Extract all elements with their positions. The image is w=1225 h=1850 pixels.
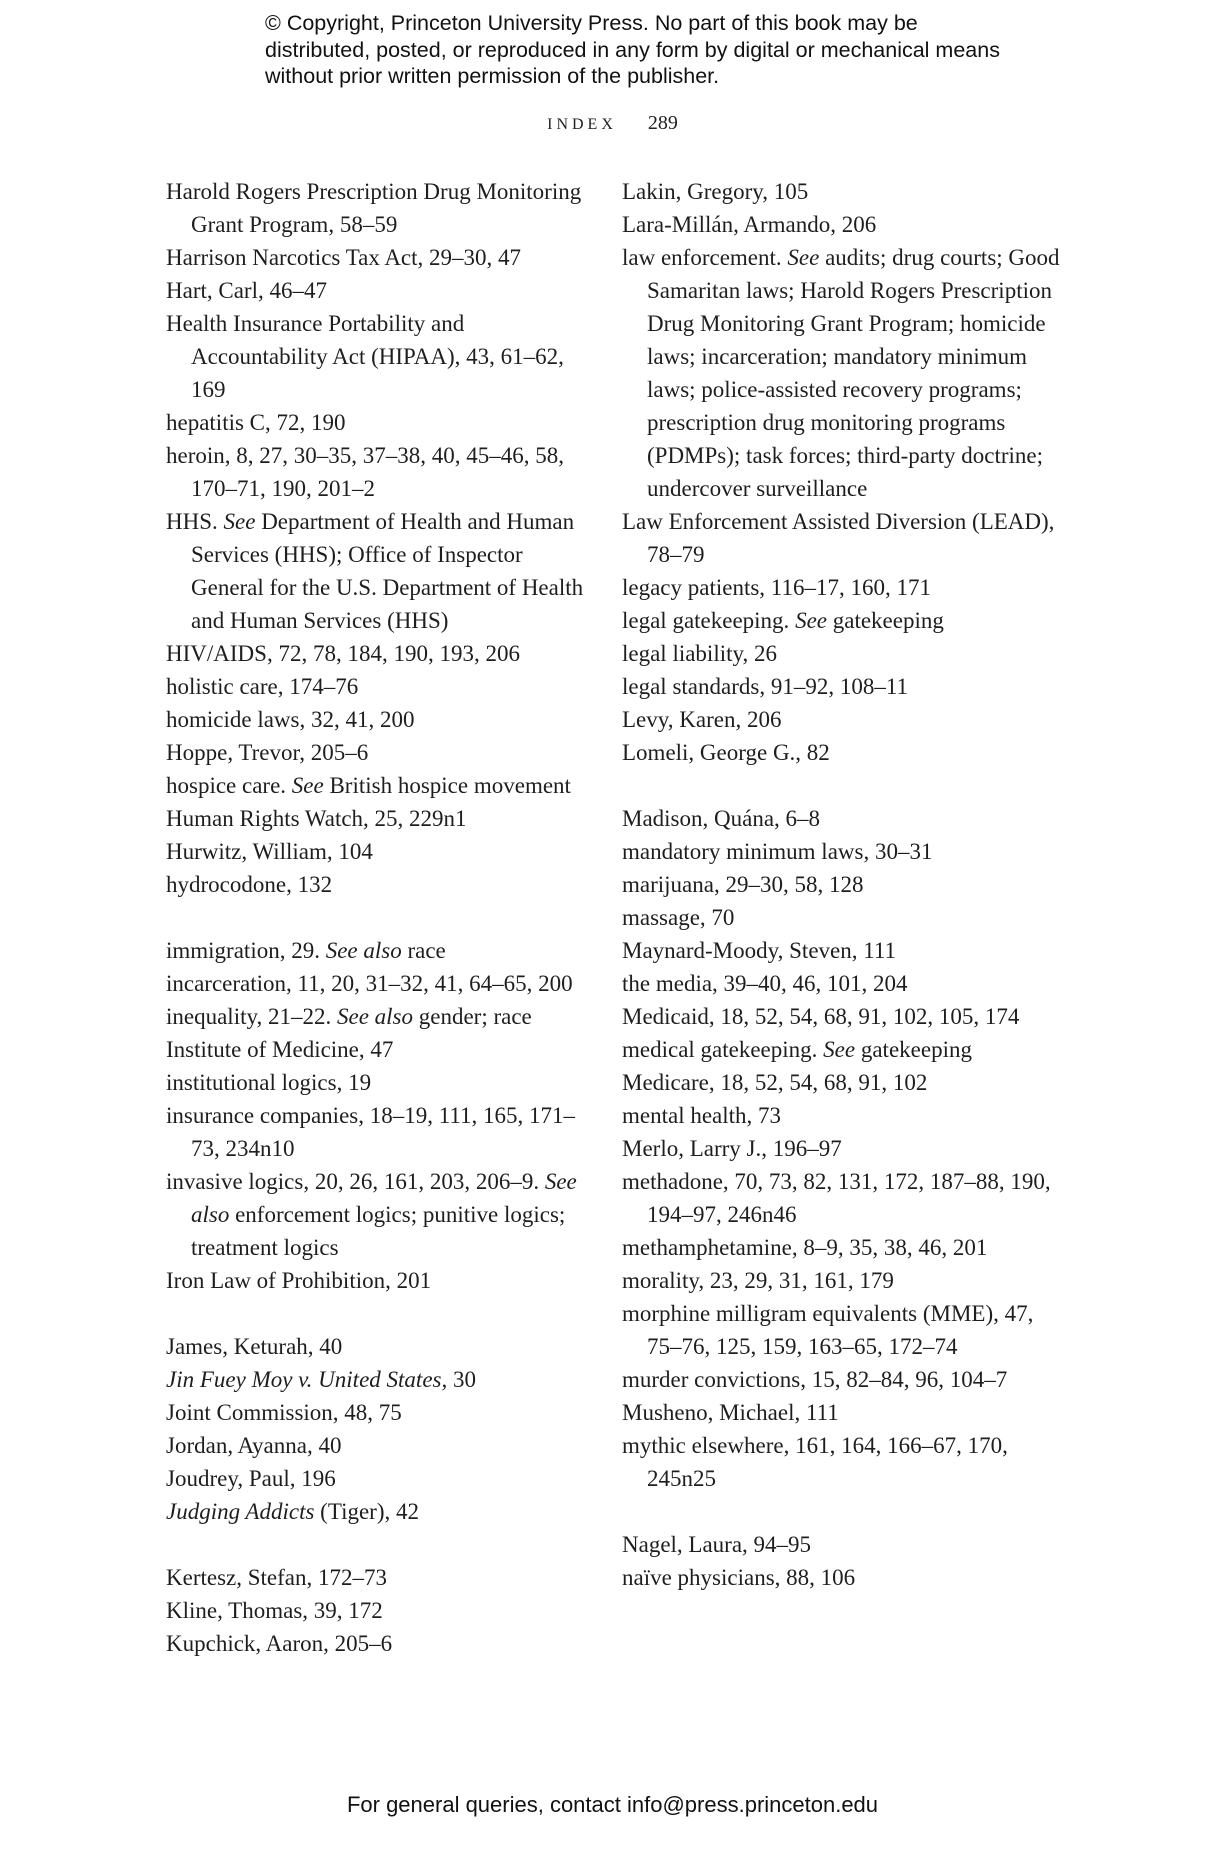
index-entry — [166, 1033, 596, 1066]
index-entry-text: murder convictions, 15, 82–84, 96, 104–7 — [622, 1367, 1008, 1392]
index-entry — [622, 1033, 1072, 1066]
index-entry-text: mythic elsewhere, 161, 164, 166–67, 170, 245n25 — [622, 1433, 1008, 1491]
index-entry-text: Maynard-Moody, Steven, 111 — [622, 938, 897, 963]
index-entry — [622, 1264, 1072, 1297]
index-entry-text: Levy, Karen, 206 — [622, 707, 782, 732]
index-entry-text: legal standards, 91–92, 108–11 — [622, 674, 908, 699]
index-entry-text: naïve physicians, 88, 106 — [622, 1565, 856, 1590]
index-entry — [166, 1066, 596, 1099]
index-entry-text: hepatitis C, 72, 190 — [166, 410, 346, 435]
index-entry — [622, 571, 1072, 604]
index-entry-text: inequality, 21–22. — [166, 1004, 337, 1029]
index-entry — [166, 505, 596, 637]
index-entry-text: legal liability, 26 — [622, 641, 778, 666]
index-entry-italic-text: See — [223, 509, 256, 534]
index-entry-text: mental health, 73 — [622, 1103, 782, 1128]
index-entry — [622, 604, 1072, 637]
index-entry-text: HHS. — [166, 509, 224, 534]
index-entry — [166, 703, 596, 736]
letter-group-gap — [166, 1297, 596, 1330]
index-entry-text: institutional logics, 19 — [166, 1070, 372, 1095]
index-entry — [622, 1165, 1072, 1231]
index-entry-italic-text: See also — [325, 938, 402, 963]
index-entry — [166, 307, 596, 406]
index-entry-text: Kertesz, Stefan, 172–73 — [166, 1565, 387, 1590]
index-entry — [166, 1264, 596, 1297]
index-entry — [166, 1330, 596, 1363]
index-entry-text: Kline, Thomas, 39, 172 — [166, 1598, 383, 1623]
index-entry — [166, 967, 596, 1000]
index-entry — [622, 868, 1072, 901]
index-entry-text: Medicare, 18, 52, 54, 68, 91, 102 — [622, 1070, 928, 1095]
index-entry — [166, 1396, 596, 1429]
index-entry-text: Hoppe, Trevor, 205–6 — [166, 740, 369, 765]
index-column-right — [622, 175, 1072, 1594]
section-label: INDEX — [547, 116, 617, 133]
index-entry — [166, 868, 596, 901]
index-entry-text: law enforcement. — [622, 245, 788, 270]
index-entry — [622, 670, 1072, 703]
index-entry-italic-text: See — [787, 245, 820, 270]
index-entry-text: invasive logics, 20, 26, 161, 203, 206–9. — [166, 1169, 545, 1194]
index-entry — [166, 1561, 596, 1594]
index-entry-text: Hurwitz, William, 104 — [166, 839, 373, 864]
index-entry-text: massage, 70 — [622, 905, 735, 930]
index-entry-text: Lara-Millán, Armando, 206 — [622, 212, 877, 237]
index-entry — [622, 1066, 1072, 1099]
index-entry-text: Lakin, Gregory, 105 — [622, 179, 809, 204]
index-entry — [166, 439, 596, 505]
index-entry — [622, 901, 1072, 934]
index-entry — [622, 1000, 1072, 1033]
index-entry-italic-text: See — [291, 773, 324, 798]
index-entry-text: Law Enforcement Assisted Diversion (LEAD), 78–79 — [622, 509, 1055, 567]
index-entry-text: morality, 23, 29, 31, 161, 179 — [622, 1268, 894, 1293]
index-entry — [622, 835, 1072, 868]
index-entry-text: audits; drug courts; Good Samaritan laws; Harold Rogers Prescription Drug Monitoring Grant Program; homicide laws; incarceration; mandatory minimum laws; police-assisted recovery programs; prescription drug monitoring programs (PDMPs); task forces; third-party doctrine; undercover surveillance — [647, 245, 1060, 501]
index-entry — [622, 736, 1072, 769]
index-entry — [166, 1363, 596, 1396]
index-entry — [166, 1495, 596, 1528]
index-entry — [166, 637, 596, 670]
copyright-notice: © Copyright, Princeton University Press. No part of this book may be distributed, posted, or reproduced in any form by digital or mechanical means without prior written permission of the publisher. — [265, 11, 1000, 88]
index-entry — [166, 736, 596, 769]
index-entry-text: gender; race — [413, 1004, 532, 1029]
letter-group-gap — [622, 1495, 1072, 1528]
index-entry-text: Hart, Carl, 46–47 — [166, 278, 327, 303]
index-entry-text: Kupchick, Aaron, 205–6 — [166, 1631, 393, 1656]
index-entry-text: Jordan, Ayanna, 40 — [166, 1433, 342, 1458]
index-entry-text: British hospice movement — [323, 773, 571, 798]
index-entry-text: immigration, 29. — [166, 938, 326, 963]
index-entry-text: hydrocodone, 132 — [166, 872, 333, 897]
index-entry — [166, 406, 596, 439]
footer-contact: For general queries, contact info@press.princeton.edu — [346, 1792, 879, 1817]
index-entry — [622, 1561, 1072, 1594]
index-entry — [622, 1363, 1072, 1396]
index-entry — [622, 1099, 1072, 1132]
index-entry-text: insurance companies, 18–19, 111, 165, 171–73, 234n10 — [166, 1103, 576, 1161]
index-entry — [622, 802, 1072, 835]
index-entry-text: HIV/AIDS, 72, 78, 184, 190, 193, 206 — [166, 641, 520, 666]
index-entry-text: Nagel, Laura, 94–95 — [622, 1532, 812, 1557]
index-entry — [166, 1165, 596, 1264]
index-entry-text: the media, 39–40, 46, 101, 204 — [622, 971, 908, 996]
index-entry-text: legal gatekeeping. — [622, 608, 796, 633]
index-entry-text: gatekeeping — [855, 1037, 972, 1062]
index-entry — [622, 1297, 1072, 1363]
index-entry-text: Health Insurance Portability and Accountability Act (HIPAA), 43, 61–62, 169 — [166, 311, 564, 402]
index-entry-text: Institute of Medicine, 47 — [166, 1037, 394, 1062]
index-entry-italic-text: See — [795, 608, 827, 633]
index-entry — [166, 274, 596, 307]
index-entry-text: James, Keturah, 40 — [166, 1334, 343, 1359]
index-entry-italic-text: See also — [191, 1169, 577, 1227]
index-entry — [166, 1429, 596, 1462]
index-entry — [166, 670, 596, 703]
letter-group-gap — [166, 901, 596, 934]
index-entry-text: holistic care, 174–76 — [166, 674, 359, 699]
index-entry-italic-text: See — [823, 1037, 856, 1062]
index-entry — [166, 835, 596, 868]
index-entry — [166, 1000, 596, 1033]
index-entry — [622, 208, 1072, 241]
index-entry — [166, 241, 596, 274]
index-entry-text: legacy patients, 116–17, 160, 171 — [622, 575, 931, 600]
index-entry — [166, 1594, 596, 1627]
index-entry — [622, 1396, 1072, 1429]
index-entry-text: marijuana, 29–30, 58, 128 — [622, 872, 864, 897]
index-entry-text: methadone, 70, 73, 82, 131, 172, 187–88, 190, 194–97, 246n46 — [622, 1169, 1051, 1227]
index-entry — [622, 967, 1072, 1000]
index-entry-italic-text: See also — [336, 1004, 413, 1029]
index-entry-text: Medicaid, 18, 52, 54, 68, 91, 102, 105, 174 — [622, 1004, 1020, 1029]
page-number: 289 — [647, 112, 678, 134]
index-entry — [622, 1429, 1072, 1495]
index-entry — [166, 175, 596, 241]
index-entry — [166, 802, 596, 835]
letter-group-gap — [166, 1528, 596, 1561]
index-entry-text: homicide laws, 32, 41, 200 — [166, 707, 415, 732]
index-entry-text: Musheno, Michael, 111 — [622, 1400, 839, 1425]
index-entry-text: Joint Commission, 48, 75 — [166, 1400, 402, 1425]
running-head — [0, 112, 1225, 135]
index-entry — [622, 505, 1072, 571]
index-entry — [622, 1132, 1072, 1165]
index-entry — [622, 175, 1072, 208]
index-entry — [166, 934, 596, 967]
index-entry-text: hospice care. — [166, 773, 292, 798]
index-entry — [622, 703, 1072, 736]
index-entry-text: mandatory minimum laws, 30–31 — [622, 839, 933, 864]
index-entry-text: heroin, 8, 27, 30–35, 37–38, 40, 45–46, 58, 170–71, 190, 201–2 — [166, 443, 565, 501]
index-entry — [166, 1627, 596, 1660]
index-entry-text: 30 — [447, 1367, 476, 1392]
index-entry-text: morphine milligram equivalents (MME), 47, 75–76, 125, 159, 163–65, 172–74 — [622, 1301, 1034, 1359]
index-entry-text: enforcement logics; punitive logics; treatment logics — [191, 1202, 566, 1260]
index-entry-text: Department of Health and Human Services (HHS); Office of Inspector General for the U.S. Department of Health and Human Services (HHS) — [191, 509, 584, 633]
index-entry-italic-text: Jin Fuey Moy v. United States, — [166, 1367, 448, 1392]
index-entry-text: Iron Law of Prohibition, 201 — [166, 1268, 432, 1293]
index-entry-text: Madison, Quána, 6–8 — [622, 806, 821, 831]
index-entry — [166, 1462, 596, 1495]
index-entry-text: gatekeeping — [826, 608, 944, 633]
index-entry-text: (Tiger), 42 — [314, 1499, 419, 1524]
index-entry — [622, 637, 1072, 670]
index-entry-text: Merlo, Larry J., 196–97 — [622, 1136, 842, 1161]
index-entry-text: Harold Rogers Prescription Drug Monitoring Grant Program, 58–59 — [166, 179, 582, 237]
index-entry — [622, 1528, 1072, 1561]
index-entry — [166, 1099, 596, 1165]
index-entry — [622, 241, 1072, 505]
index-entry-italic-text: Judging Addicts — [166, 1499, 315, 1524]
index-entry — [622, 1231, 1072, 1264]
letter-group-gap — [622, 769, 1072, 802]
index-entry-text: methamphetamine, 8–9, 35, 38, 46, 201 — [622, 1235, 988, 1260]
index-entry-text: race — [401, 938, 446, 963]
index-entry — [166, 769, 596, 802]
index-entry-text: Harrison Narcotics Tax Act, 29–30, 47 — [166, 245, 522, 270]
index-entry-text: incarceration, 11, 20, 31–32, 41, 64–65, 200 — [166, 971, 573, 996]
index-entry-text: medical gatekeeping. — [622, 1037, 824, 1062]
index-entry — [622, 934, 1072, 967]
index-entry-text: Joudrey, Paul, 196 — [166, 1466, 336, 1491]
index-column-left — [166, 175, 596, 1660]
index-entry-text: Lomeli, George G., 82 — [622, 740, 830, 765]
index-entry-text: Human Rights Watch, 25, 229n1 — [166, 806, 467, 831]
